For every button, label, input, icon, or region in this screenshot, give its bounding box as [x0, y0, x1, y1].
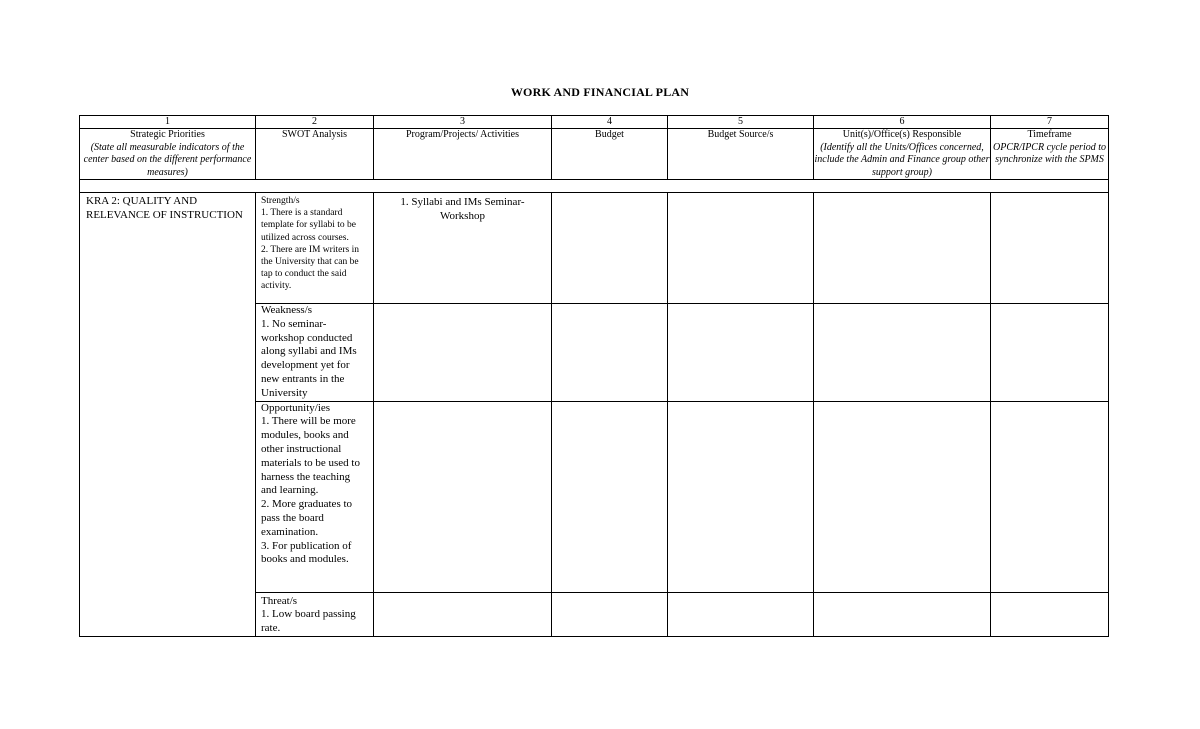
swot-threat-cell: [256, 592, 374, 636]
budget-cell: [552, 401, 668, 592]
budget-source-cell: [668, 592, 814, 636]
budget-cell: [552, 592, 668, 636]
header-main: Unit(s)/Office(s) Responsible: [842, 129, 962, 140]
header-main: Program/Projects/ Activities: [405, 129, 520, 140]
budget-cell: [552, 304, 668, 402]
kra-cell: KRA 2: QUALITY AND RELEVANCE OF INSTRUCTION: [80, 193, 256, 637]
activity-cell: [374, 592, 552, 636]
column-number-row: [80, 116, 1109, 129]
threat-heading: Threat/s: [261, 594, 298, 607]
activity-cell: [374, 401, 552, 592]
opportunity-item: 3. For publication of books and modules.: [261, 539, 352, 566]
column-header-row: [80, 129, 1109, 180]
spacer-row: [80, 180, 1109, 193]
timeframe-cell: [991, 304, 1109, 402]
timeframe-cell: [991, 401, 1109, 592]
header-budget-source: [668, 129, 814, 180]
swot-strength-cell: [256, 193, 374, 304]
activity-cell: [374, 304, 552, 402]
column-number: 1: [80, 116, 256, 129]
threat-item: 1. Low board passing rate.: [261, 608, 356, 635]
header-main: Budget: [595, 129, 624, 140]
header-sub: (State all measurable indicators of the center based on the different performance measures): [83, 141, 252, 178]
strength-heading: Strength/s: [261, 196, 300, 206]
opportunity-item: 2. More graduates to pass the board examination.: [261, 498, 353, 538]
weakness-item: 1. No seminar-workshop conducted along syllabi and IMs development yet for new entrants in the University: [261, 317, 357, 399]
swot-opportunity-cell: [256, 401, 374, 592]
swot-weakness-cell: [256, 304, 374, 402]
work-financial-plan-table: [79, 115, 1109, 637]
header-units-responsible: [814, 129, 991, 180]
units-responsible-cell: [814, 401, 991, 592]
header-main: Budget Source/s: [707, 129, 774, 140]
header-strategic-priorities: [80, 129, 256, 180]
swot-strength-row: [80, 193, 1109, 304]
header-sub: OPCR/IPCR cycle period to synchronize with the SPMS: [992, 141, 1107, 165]
units-responsible-cell: [814, 193, 991, 304]
opportunity-heading: Opportunity/ies: [261, 401, 331, 414]
strength-item: 2. There are IM writers in the University that can be tap to conduct the said activity.: [261, 244, 359, 292]
column-number: 7: [991, 116, 1109, 129]
units-responsible-cell: [814, 592, 991, 636]
header-main: SWOT Analysis: [281, 129, 348, 140]
timeframe-cell: [991, 592, 1109, 636]
budget-cell: [552, 193, 668, 304]
column-number: 6: [814, 116, 991, 129]
budget-source-cell: [668, 193, 814, 304]
header-programs: [374, 129, 552, 180]
activity-cell: 1. Syllabi and IMs Seminar-Workshop: [374, 193, 552, 304]
document-title: WORK AND FINANCIAL PLAN: [510, 85, 690, 99]
header-main: Timeframe: [1027, 129, 1072, 140]
header-sub: (Identify all the Units/Offices concerned, include the Admin and Finance group other support group): [814, 141, 990, 178]
opportunity-item: 1. There will be more modules, books and other instructional materials to be used to harness the teaching and learning.: [261, 415, 360, 497]
column-number: 4: [552, 116, 668, 129]
header-swot-analysis: [256, 129, 374, 180]
budget-source-cell: [668, 401, 814, 592]
strength-item: 1. There is a standard template for syllabi to be utilized across courses.: [261, 208, 356, 243]
column-number: 5: [668, 116, 814, 129]
column-number: 3: [374, 116, 552, 129]
weakness-heading: Weakness/s: [261, 304, 313, 316]
budget-source-cell: [668, 304, 814, 402]
column-number: 2: [256, 116, 374, 129]
header-budget: [552, 129, 668, 180]
timeframe-cell: [991, 193, 1109, 304]
spacer-cell: [80, 180, 1109, 193]
header-main: Strategic Priorities: [130, 129, 205, 140]
header-timeframe: [991, 129, 1109, 180]
units-responsible-cell: [814, 304, 991, 402]
